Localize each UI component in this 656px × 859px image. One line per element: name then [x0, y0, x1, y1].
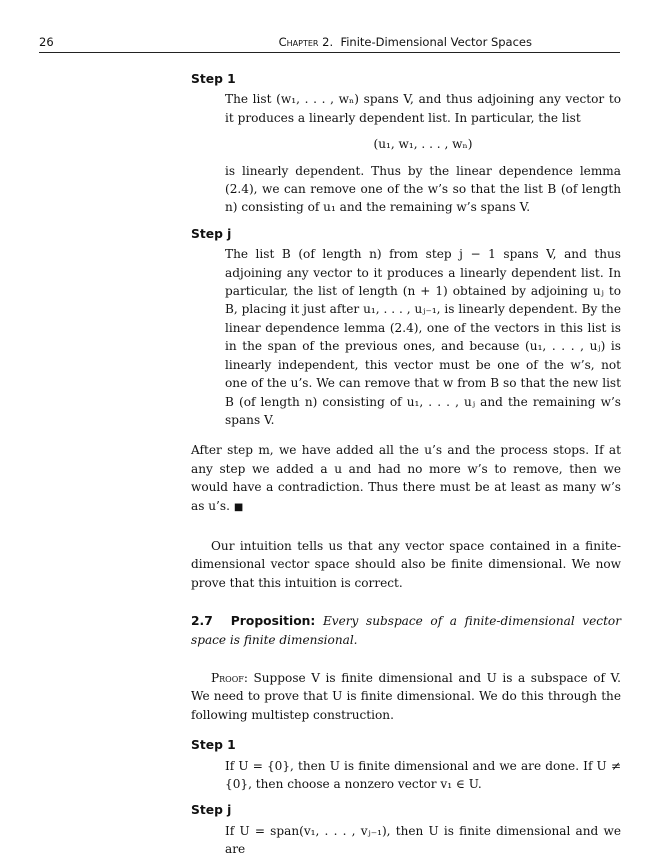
step-heading: Step 1	[191, 738, 236, 753]
step-heading: Step j	[191, 803, 232, 818]
display-equation: (u₁, w₁, . . . , wₙ)	[373, 137, 473, 152]
proof-label: Proof:	[211, 670, 248, 685]
step-body	[225, 90, 621, 216]
proposition-title: Proposition:	[230, 614, 316, 629]
qed-symbol: ■	[233, 501, 244, 513]
step-heading: Step j	[191, 226, 232, 241]
page-number: 26	[39, 35, 54, 49]
chapter-title: Finite-Dimensional Vector Spaces	[340, 35, 532, 49]
proof-text: Suppose V is finite dimensional and U is a subspace of V. We need to prove that U is finite dimensional. We do this through the following multistep construction.	[191, 670, 621, 722]
proof-paragraph	[191, 669, 621, 724]
step-text: If U = {0}, then U is finite dimensional and we are done. If U ≠ {0}, then choose a nonzero vector v₁ ∈ U.	[225, 758, 621, 791]
intuition-paragraph: Our intuition tells us that any vector space contained in a finite-dimensional vector space should also be finite dimensional. We now prove that this intuition is correct.	[191, 538, 621, 590]
conclusion-text: After step m, we have added all the u’s and the process stops. If at any step we added a u and had no more w’s to remove, then we would have a contradiction. Thus there must be at least as many w’s as u’s.	[191, 443, 621, 513]
proposition	[191, 612, 621, 649]
proposition-label	[191, 614, 315, 628]
step-body	[225, 757, 621, 794]
step-body	[225, 245, 621, 429]
conclusion-paragraph	[191, 441, 621, 517]
proof-step-j	[191, 225, 621, 429]
step-text: The list (w₁, . . . , wₙ) spans V, and thus adjoining any vector to it produces a linearly dependent list. In particular, the list	[225, 92, 621, 125]
step-text: is linearly dependent. Thus by the linear dependence lemma (2.4), we can remove one of the w’s so that the list B (of length n) consisting of u₁ and the remaining w’s spans V.	[225, 163, 621, 215]
construction-step-1	[191, 736, 621, 793]
proof-step-1	[191, 70, 621, 217]
page-body	[191, 70, 621, 859]
step-body	[225, 822, 621, 859]
proposition-number: 2.7	[191, 614, 213, 629]
construction-step-j	[191, 801, 621, 858]
step-text: If U = span(v₁, . . . , vⱼ₋₁), then U is finite dimensional and we are	[225, 823, 621, 857]
step-heading: Step 1	[191, 72, 236, 86]
running-header	[39, 34, 620, 53]
chapter-label: Chapter 2.	[278, 35, 334, 49]
step-text: The list B (of length n) from step j − 1 spans V, and thus adjoining any vector to it produces a linearly dependent list. In particular, the list of length (n + 1) obtained by adjoining uⱼ to B, placing it just after u₁, . . . , uⱼ₋₁, is linearly dependent. By the linear dependence lemma (2.4), one of the vectors in this list is in the span of the previous ones, and because (u₁, . . . , uⱼ) is linearly independent, this vector must be one of the w’s, not one of the u’s. We can remove that w from B so that the new list B (of length n) consisting of u₁, . . . , uⱼ and the remaining w’s spans V.	[225, 247, 621, 427]
proposition-statement: Every subspace of a finite-dimensional vector space is finite dimensional.	[191, 614, 621, 647]
chapter-heading	[279, 35, 532, 49]
